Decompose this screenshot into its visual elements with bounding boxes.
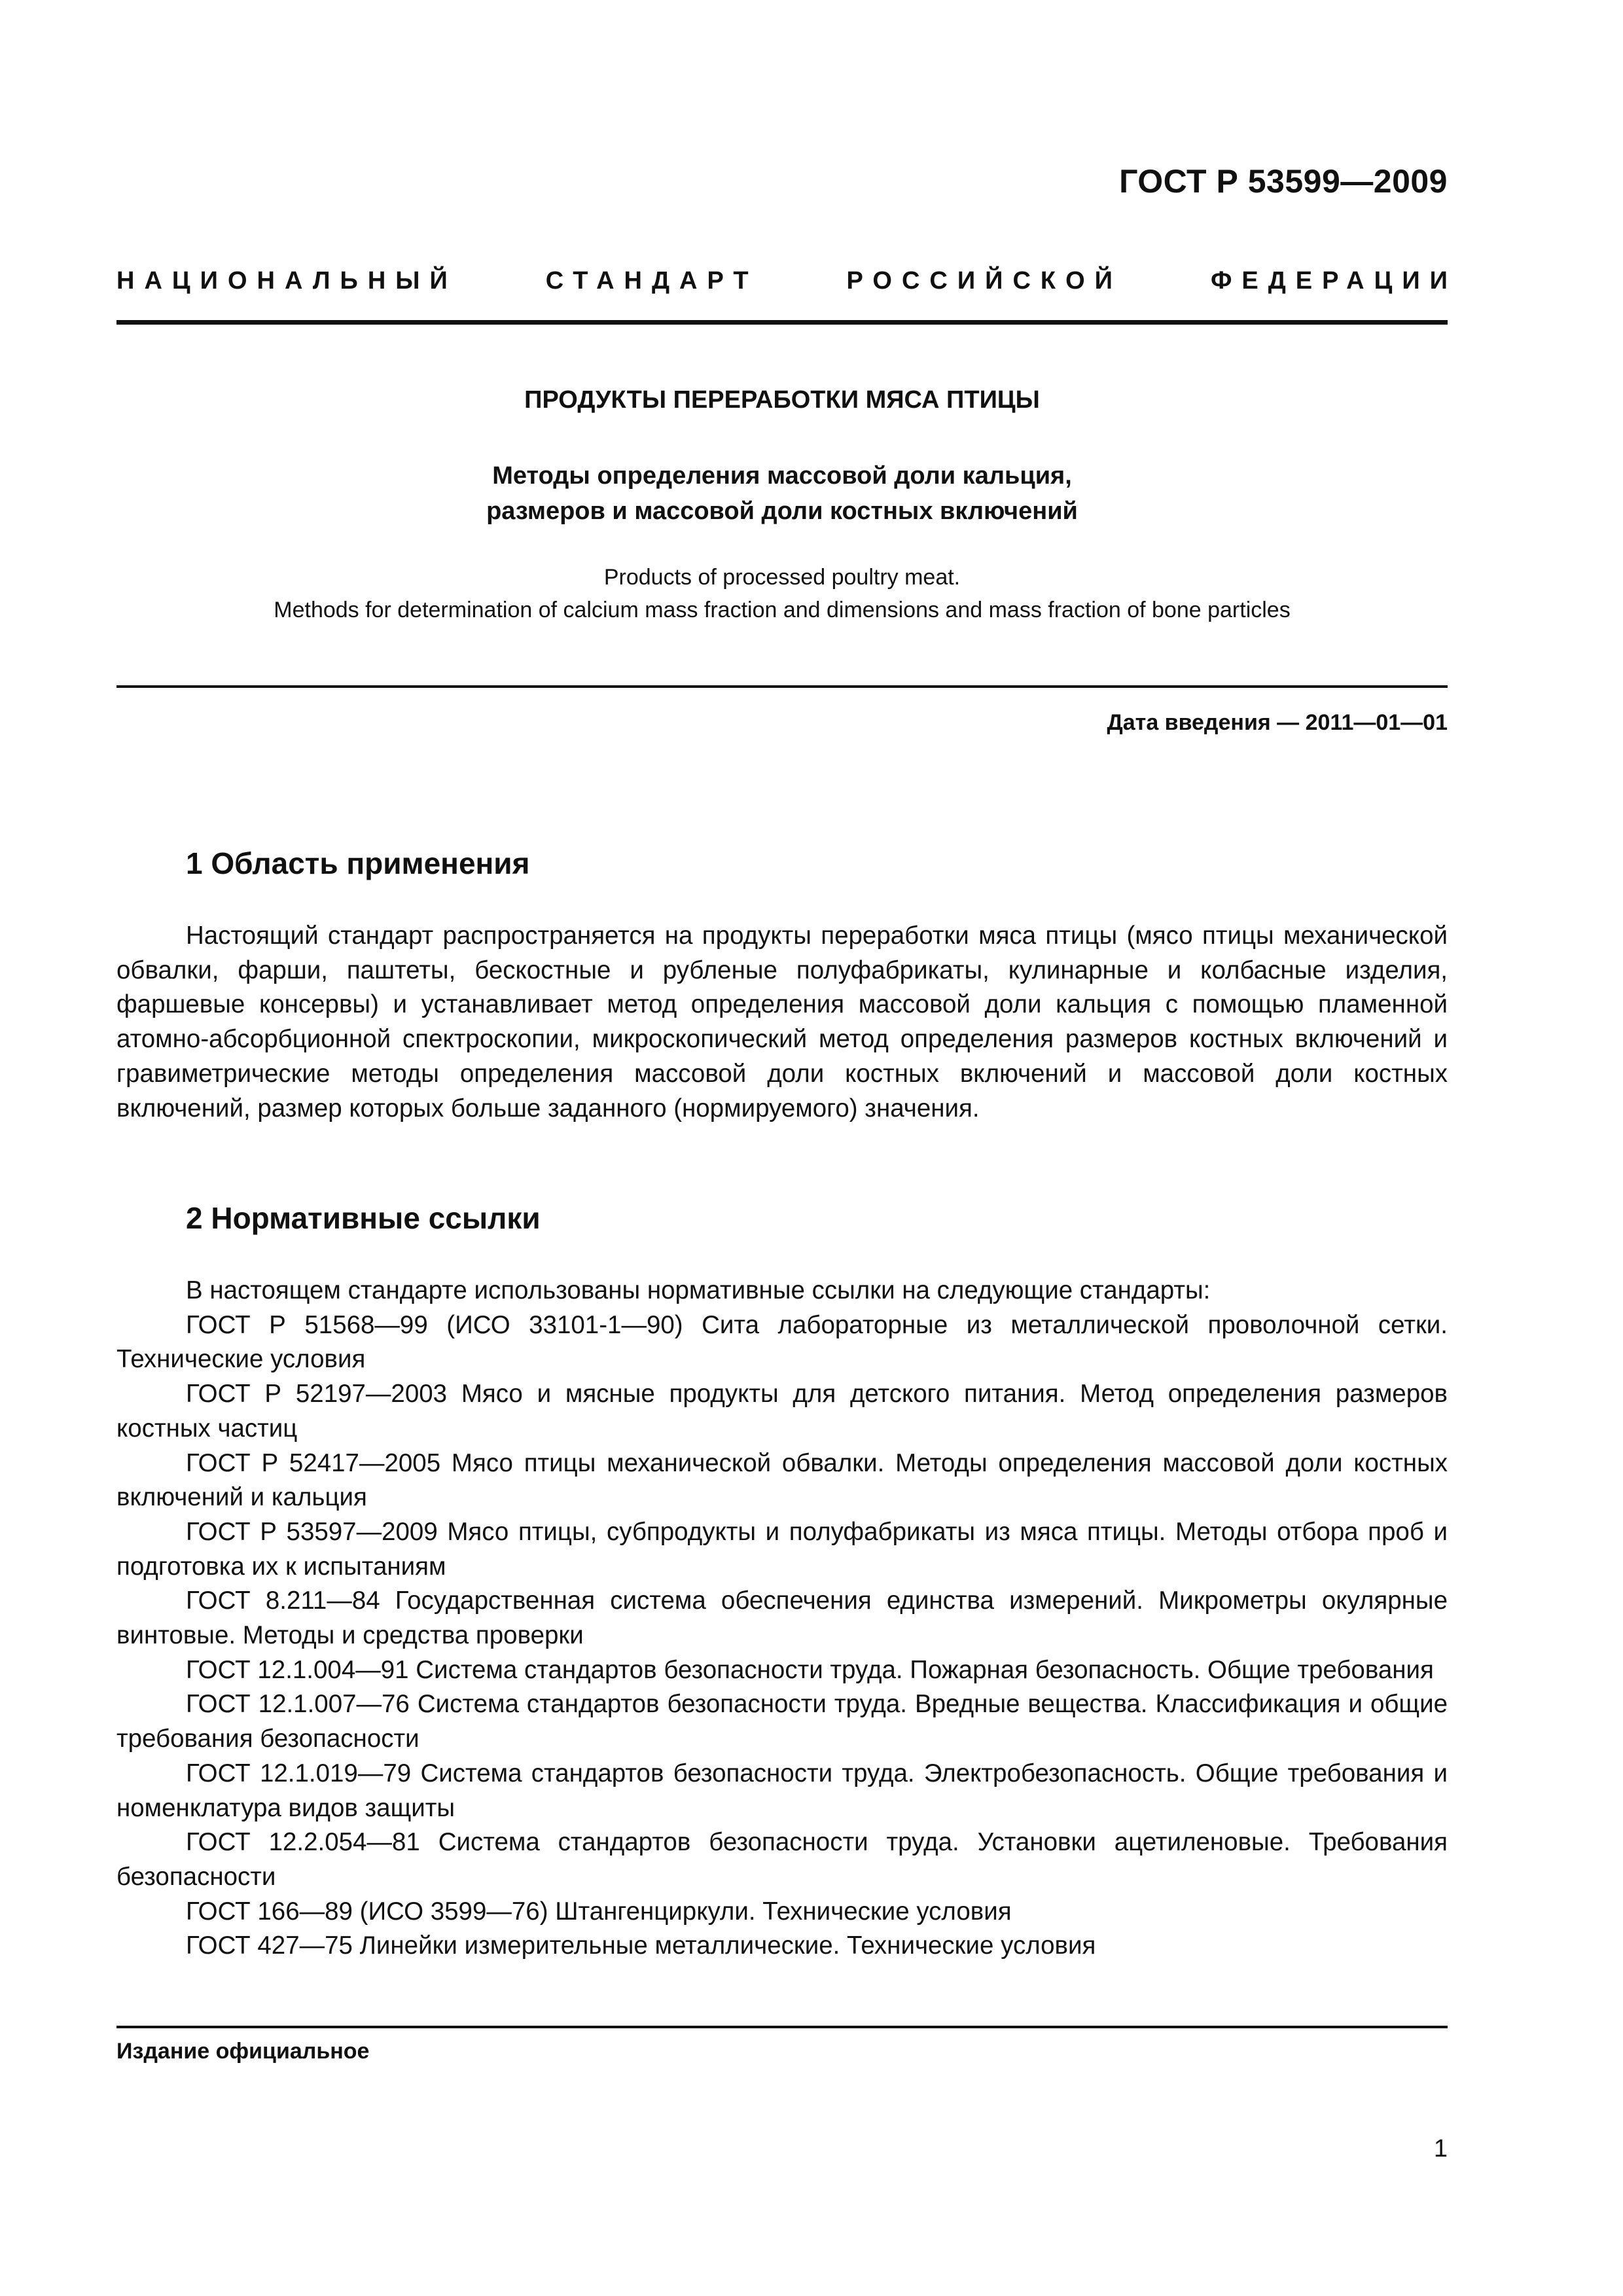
header-divider bbox=[116, 320, 1448, 325]
section-1-body bbox=[116, 919, 1448, 1126]
page-number: 1 bbox=[1433, 2135, 1448, 2162]
title-divider bbox=[116, 685, 1448, 688]
section-2-body bbox=[116, 1274, 1448, 1964]
reference-item: ГОСТ 12.1.004—91 Система стандартов безопасности труда. Пожарная безопасность. Общие требования bbox=[186, 1655, 1434, 1684]
reference-item: ГОСТ Р 52417—2005 Мясо птицы механической обвалки. Методы определения массовой доли костных включений и кальция bbox=[116, 1448, 1448, 1512]
scope-paragraph: Настоящий стандарт распространяется на продукты переработки мяса птицы (мясо птицы механической обвалки, фарши, паштеты, бескостные и рубленые полуфабрикаты, кулинарные и колбасные изделия, фаршевые консервы) и устанавливает метод определения массовой доли кальция с помощью пламенной атомно-абсорбционной спектроскопии, микроскопический метод определения размеров костных включений и гравиметрические методы определения массовой доли костных включений и массовой доли костных включений, размер которых больше заданного (нормируемого) значения. bbox=[116, 922, 1448, 1122]
english-title bbox=[116, 561, 1448, 626]
english-title-line-2: Methods for determination of calcium mass fraction and dimensions and mass fraction of bone particles bbox=[274, 598, 1291, 622]
national-standard-title bbox=[116, 267, 1457, 295]
introduction-date: Дата введения — 2011—01—01 bbox=[1107, 710, 1448, 735]
reference-item: ГОСТ 8.211—84 Государственная система обеспечения единства измерений. Микрометры окулярные винтовые. Методы и средства проверки bbox=[116, 1587, 1448, 1650]
reference-item: ГОСТ 12.2.054—81 Система стандартов безопасности труда. Установки ацетиленовые. Требования безопасности bbox=[116, 1828, 1448, 1891]
reference-item: ГОСТ 12.1.019—79 Система стандартов безопасности труда. Электробезопасность. Общие требования и номенклатура видов защиты bbox=[116, 1759, 1448, 1822]
official-edition-label: Издание официальное bbox=[116, 2039, 370, 2064]
reference-item: ГОСТ 12.1.007—76 Система стандартов безопасности труда. Вредные вещества. Классификация и общие требования безопасности bbox=[116, 1690, 1448, 1753]
reference-item: ГОСТ 427—75 Линейки измерительные металлические. Технические условия bbox=[186, 1931, 1096, 1960]
document-number: ГОСТ Р 53599—2009 bbox=[1119, 163, 1448, 200]
english-title-line-1: Products of processed poultry meat. bbox=[603, 565, 961, 590]
reference-item: ГОСТ Р 51568—99 (ИСО 33101-1—90) Сита лабораторные из металлической проволочной сетки. Технические условия bbox=[116, 1310, 1448, 1374]
section-1-heading: 1 Область применения bbox=[186, 846, 530, 880]
reference-item: ГОСТ 166—89 (ИСО 3599—76) Штангенциркули. Технические условия bbox=[186, 1897, 1012, 1926]
footer-divider bbox=[116, 2026, 1448, 2028]
national-title-word-4: ФЕДЕРАЦИИ bbox=[1210, 267, 1457, 295]
standard-title: ПРОДУКТЫ ПЕРЕРАБОТКИ МЯСА ПТИЦЫ bbox=[524, 386, 1040, 414]
national-title-word-2: СТАНДАРТ bbox=[545, 267, 758, 295]
standard-subtitle bbox=[116, 458, 1448, 529]
subtitle-line-2: размеров и массовой доли костных включений bbox=[486, 497, 1078, 525]
references-intro: В настоящем стандарте использованы нормативные ссылки на следующие стандарты: bbox=[186, 1276, 1211, 1304]
reference-item: ГОСТ Р 53597—2009 Мясо птицы, субпродукты и полуфабрикаты из мяса птицы. Методы отбора проб и подготовка их к испытаниям bbox=[116, 1517, 1448, 1581]
subtitle-line-1: Методы определения массовой доли кальция, bbox=[492, 462, 1072, 490]
section-2-heading: 2 Нормативные ссылки bbox=[186, 1201, 541, 1235]
national-title-word-3: РОССИЙСКОЙ bbox=[846, 267, 1122, 295]
national-title-word-1: НАЦИОНАЛЬНЫЙ bbox=[116, 267, 457, 295]
reference-item: ГОСТ Р 52197—2003 Мясо и мясные продукты для детского питания. Метод определения размеров костных частиц bbox=[116, 1380, 1448, 1443]
